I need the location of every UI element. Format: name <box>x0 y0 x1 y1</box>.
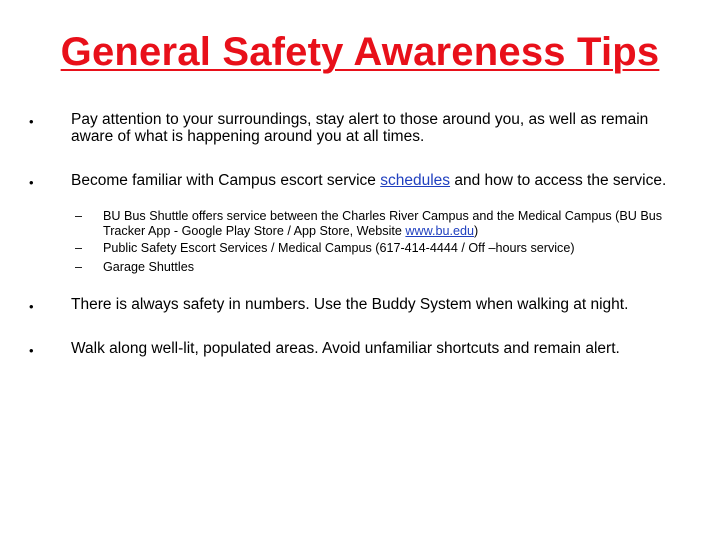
sub-text: Public Safety Escort Services / Medical Campus (617-414-4444 / Off –hours service) <box>103 241 575 255</box>
sub-text-after: ) <box>474 224 479 238</box>
bullet-text <box>71 173 691 190</box>
bullet-marker: • <box>29 114 34 129</box>
bullet-text: There is always safety in numbers. Use the Buddy System when walking at night. <box>71 296 629 313</box>
bullet-marker: • <box>29 175 34 190</box>
schedules-link[interactable]: schedules <box>380 172 451 189</box>
bullet-marker: • <box>29 343 34 358</box>
sub-marker: – <box>75 241 83 255</box>
sub-marker: – <box>75 260 83 274</box>
bullet-text-after: and how to access the service. <box>450 172 667 189</box>
sub-text-before: BU Bus Shuttle offers service between the Charles River Campus and the Medical Campus (BU Bus Tracker App - Google Play Store / App Store, Website <box>103 209 663 238</box>
sub-text: Garage Shuttles <box>103 260 195 274</box>
bullet-text-before: Become familiar with Campus escort service <box>71 172 381 189</box>
page-title: General Safety Awareness Tips <box>60 30 660 74</box>
sub-text <box>103 209 688 239</box>
sub-marker: – <box>75 209 83 223</box>
bullet-marker: • <box>29 299 34 314</box>
bu-website-link[interactable]: www.bu.edu <box>405 224 475 238</box>
bullet-text: Pay attention to your surroundings, stay alert to those around you, as well as remain aware of what is happening around you at all times. <box>71 111 649 145</box>
bullet-text: Walk along well-lit, populated areas. Avoid unfamiliar shortcuts and remain alert. <box>71 340 620 357</box>
